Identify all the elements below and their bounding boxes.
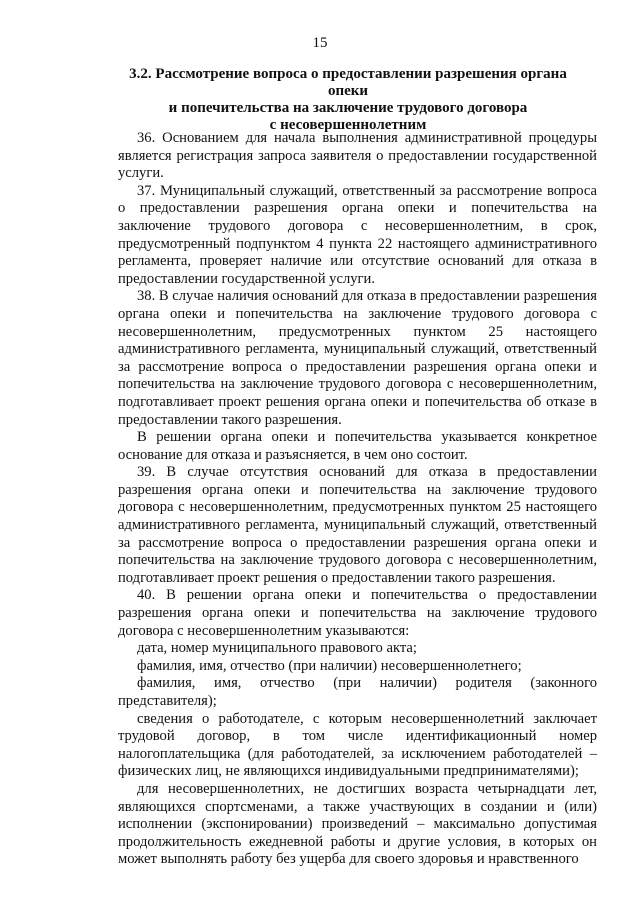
page-number: 15: [312, 35, 328, 51]
section-heading-line-3: с несовершеннолетним: [269, 117, 427, 133]
list-item-employer-info: сведения о работодателе, с которым несовершеннолетний заключает трудовой договор, в том числе идентификационный номер налогоплательщика (для работодателей, за исключением работодателей – физических лиц, не являющихся индивидуальными предпринимателями);: [118, 710, 597, 780]
paragraph-36: 36. Основанием для начала выполнения административной процедуры является регистрация запроса заявителя о предоставлении государственной услуги.: [118, 130, 597, 182]
paragraph-40: 40. В решении органа опеки и попечительства о предоставлении разрешения органа опеки и попечительства на заключение трудового договора с несовершеннолетним указываются:: [118, 587, 597, 639]
document-body: [118, 130, 597, 869]
section-heading-line-2: и попечительства на заключение трудового договора: [168, 100, 528, 116]
paragraph-37: 37. Муниципальный служащий, ответственный за рассмотрение вопроса о предоставлении разрешения органа опеки и попечительства на заключение трудового договора с несовершеннолетним, в срок, предусмотренный подпунктом 4 пункта 22 настоящего административного регламента, проверяет наличие или отсутствие оснований для отказа в предоставлении государственной услуги.: [118, 182, 597, 287]
paragraph-39: 39. В случае отсутствия оснований для отказа в предоставлении разрешения органа опеки и попечительства на заключение трудового договора с несовершеннолетним, предусмотренных пунктом 25 настоящего административного регламента, муниципальный служащий, ответственный за рассмотрение вопроса о предоставлении разрешения органа опеки и попечительства на заключение трудового договора с несовершеннолетним, подготавливает проект решения о предоставлении такого разрешения.: [118, 464, 597, 586]
section-heading: [118, 66, 578, 134]
list-item-work-conditions: для несовершеннолетних, не достигших возраста четырнадцати лет, являющихся спортсменами, а также участвующих в создании и (или) исполнении (экспонировании) произведений – максимально допустимая продолжительность ежедневной работы и другие условия, в которых он может выполнять работу без ущерба для своего здоровья и нравственного: [118, 780, 597, 868]
section-heading-line-1: 3.2. Рассмотрение вопроса о предоставлении разрешения органа опеки: [129, 66, 567, 99]
paragraph-38-note: В решении органа опеки и попечительства указывается конкретное основание для отказа и разъясняется, в чем оно состоит.: [118, 429, 597, 463]
list-item-date-number: дата, номер муниципального правового акта;: [137, 640, 417, 657]
list-item-parent-name: фамилия, имя, отчество (при наличии) родителя (законного представителя);: [118, 675, 597, 709]
list-item-minor-name: фамилия, имя, отчество (при наличии) несовершеннолетнего;: [137, 657, 522, 674]
paragraph-38: 38. В случае наличия оснований для отказа в предоставлении разрешения органа опеки и попечительства на заключение трудового договора с несовершеннолетним, предусмотренных пунктом 25 настоящего административного регламента, муниципальный служащий, ответственный за рассмотрение вопроса о предоставлении разрешения органа опеки и попечительства на заключение трудового договора с несовершеннолетним, подготавливает проект решения органа опеки и попечительства об отказе в предоставлении такого разрешения.: [118, 288, 598, 428]
